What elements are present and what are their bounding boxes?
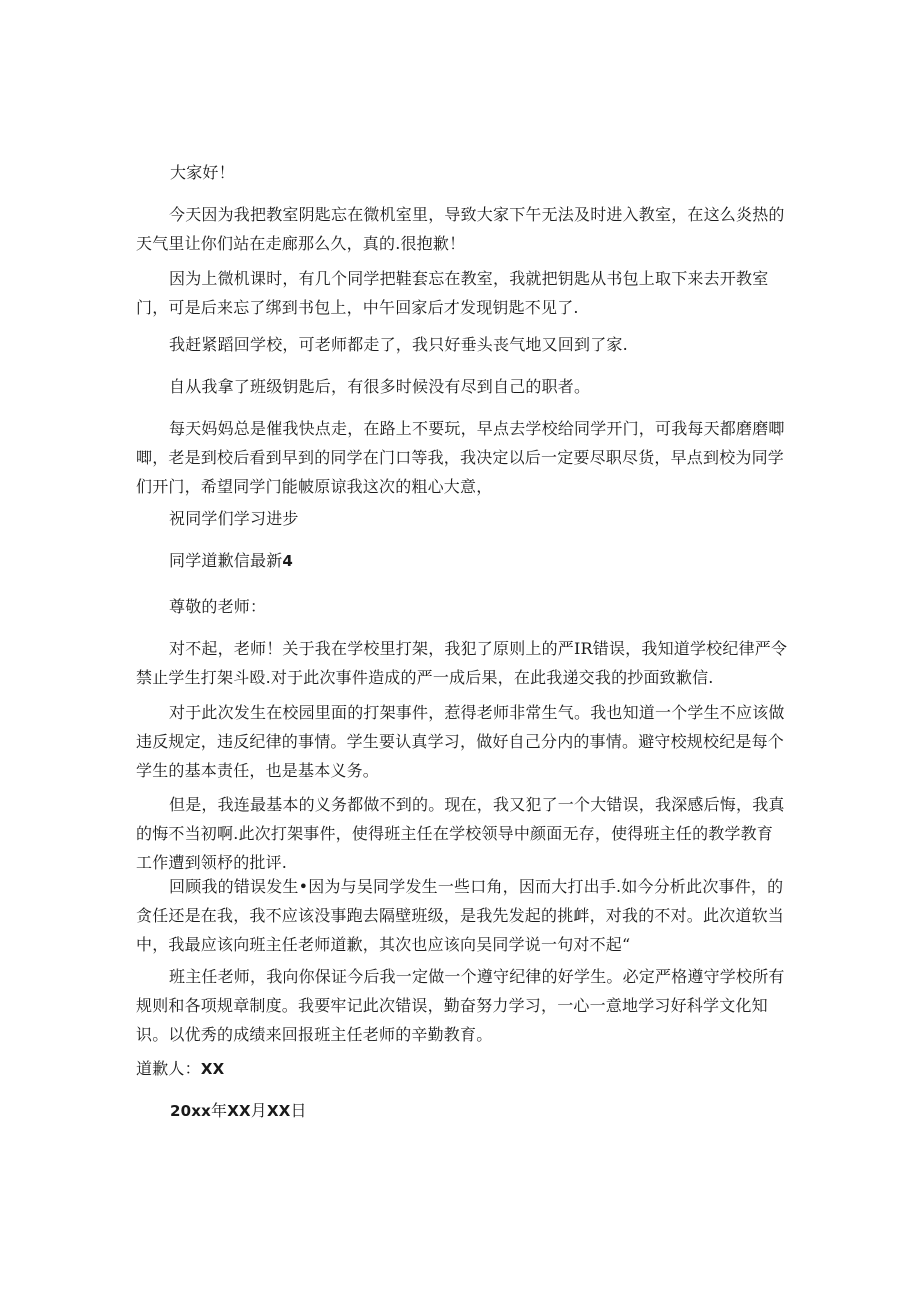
letter-paragraph: 回顾我的错误发生•因为与吴同学发生一些口角，因而大打出手.如今分析此次事件，的贪任还是在我，我不应该没事跑去隔壁班级，是我先发起的挑衅，对我的不对。此次道软当中，我最应该向班主任老师道歉，其次也应该向吴同学说一句对不起“ — [136, 877, 785, 954]
letter-paragraph: 对于此次发生在校园里面的打架事件，惹得老师非常生气。我也知道一个学生不应该做违反规定，违反纪律的事情。学生要认真学习，做好自己分内的事情。避守校规校纪是每个学生的基本责任，也是基本义务。 — [136, 703, 785, 780]
section-heading-text: 同学道歉信最新 — [169, 551, 283, 570]
letter-paragraph: 但是，我连最基本的义务都做不到的。现在，我又犯了一个大错误，我深感后悔，我真的悔不当初啊.此次打架事件，使得班主任在学校领导中颜面无存，使得班主任的教学教育工作遭到领杼的批评. — [136, 795, 785, 872]
date-month-unit: 月 — [250, 1101, 267, 1120]
body-paragraph: 自从我拿了班级钥匙后，有很多时候没有尽到自己的职者。 — [169, 377, 591, 396]
body-paragraph: 因为上微机课时，有几个同学把鞋套忘在教室，我就把钥匙从书包上取下来去开教室门，可是后来忘了绑到书包上，中午回家后才发现钥匙不见了. — [136, 269, 769, 317]
salutation: 尊敬的老师： — [169, 597, 267, 616]
date-year: 20xx — [170, 1102, 212, 1120]
body-paragraph: 我赶紧蹈回学校，可老师都走了，我只好垂头丧气地又回到了家. — [169, 335, 628, 354]
date-day-unit: 日 — [290, 1101, 307, 1120]
letter-paragraph: 对不起，老师！关于我在学校里打架，我犯了原则上的严IR错误，我知道学校纪律严令禁止学生打架斗殴.对于此次事件造成的严一成后果，在此我递交我的抄面致歉信. — [136, 639, 788, 687]
section-heading-number: 4 — [282, 552, 294, 570]
date-year-unit: 年 — [211, 1101, 228, 1120]
date-day: XX — [266, 1102, 291, 1120]
signature — [136, 1054, 788, 1084]
section-heading — [136, 546, 788, 576]
signature-name: XX — [200, 1060, 225, 1078]
signature-label: 道歉人： — [136, 1059, 201, 1078]
letter-paragraph: 班主任老师，我向你保证今后我一定做一个遵守纪律的好学生。必定严格遵守学校所有规则和各项规章制度。我要牢记此次错误，勤奋努力学习，一心一意地学习好科学文化知识。以优秀的成绩来回报班主任老师的辛勤教育。 — [136, 967, 785, 1044]
body-paragraph: 今天因为我把教室阴匙忘在微机室里，导致大家下午无法及时进入教室，在这么炎热的天气里让你们站在走廊那么久，真的.很抱歉！ — [136, 205, 785, 253]
greeting-paragraph: 大家好！ — [170, 163, 235, 182]
body-paragraph: 每天妈妈总是催我快点走，在路上不要玩，早点去学校给同学开门，可我每天都磨磨唧唧，老是到校后看到早到的同学在门口等我，我决定以后一定要尽职尽货，早点到校为同学们开门，希望同学门能帔原谅我这次的粗心大意， — [136, 419, 785, 496]
date-month: XX — [227, 1102, 251, 1120]
date-line — [170, 1096, 822, 1126]
closing-wish: 祝同学们学习进步 — [169, 509, 299, 528]
